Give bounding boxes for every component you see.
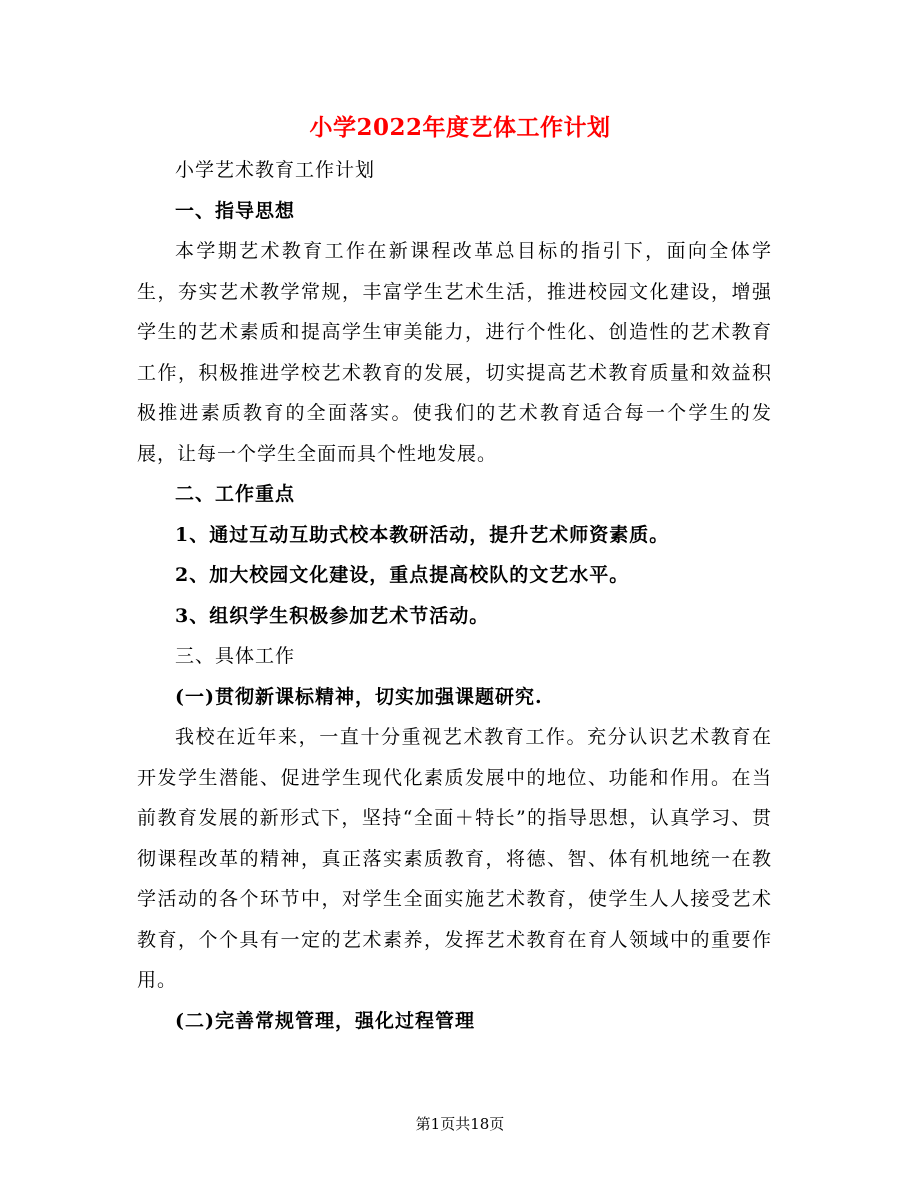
list-item: 2、加大校园文化建设，重点提高校队的文艺水平。	[175, 564, 630, 586]
list-item: 3、组织学生积极参加艺术节活动。	[175, 604, 490, 627]
section-heading: 一、指导思想	[175, 199, 296, 222]
page-number: 第1页共18页	[415, 1115, 505, 1133]
document-body	[137, 150, 772, 1041]
paragraph: 我校在近年来，一直十分重视艺术教育工作。充分认识艺术教育在开发学生潜能、促进学生现代化素质发展中的地位、功能和作用。在当前教育发展的新形式下，坚持“全面＋特长”的指导思想，认真学习、贯彻课程改革的精神，真正落实素质教育，将德、智、体有机地统一在教学活动的各个环节中，对学生全面实施艺术教育，使学生人人接受艺术教育，个个具有一定的艺术素养，发挥艺术教育在育人领域中的重要作用。	[137, 726, 772, 991]
section-heading: 三、具体工作	[175, 645, 296, 667]
paragraph: 小学艺术教育工作计划	[175, 159, 376, 181]
subsection-heading: (一)贯彻新课标精神，切实加强课题研究.	[175, 685, 543, 708]
section-heading: 二、工作重点	[175, 483, 296, 505]
list-item: 1、通过互动互助式校本教研活动，提升艺术师资素质。	[175, 523, 670, 546]
document-title: 小学2022年度艺体工作计划	[309, 114, 611, 141]
subsection-heading: (二)完善常规管理，强化过程管理	[175, 1009, 475, 1032]
paragraph: 本学期艺术教育工作在新课程改革总目标的指引下，面向全体学生，夯实艺术教学常规，丰富学生艺术生活，推进校园文化建设，增强学生的艺术素质和提高学生审美能力，进行个性化、创造性的艺术教育工作，积极推进学校艺术教育的发展，切实提高艺术教育质量和效益积极推进素质教育的全面落实。使我们的艺术教育适合每一个学生的发展，让每一个学生全面而具个性地发展。	[137, 240, 772, 465]
